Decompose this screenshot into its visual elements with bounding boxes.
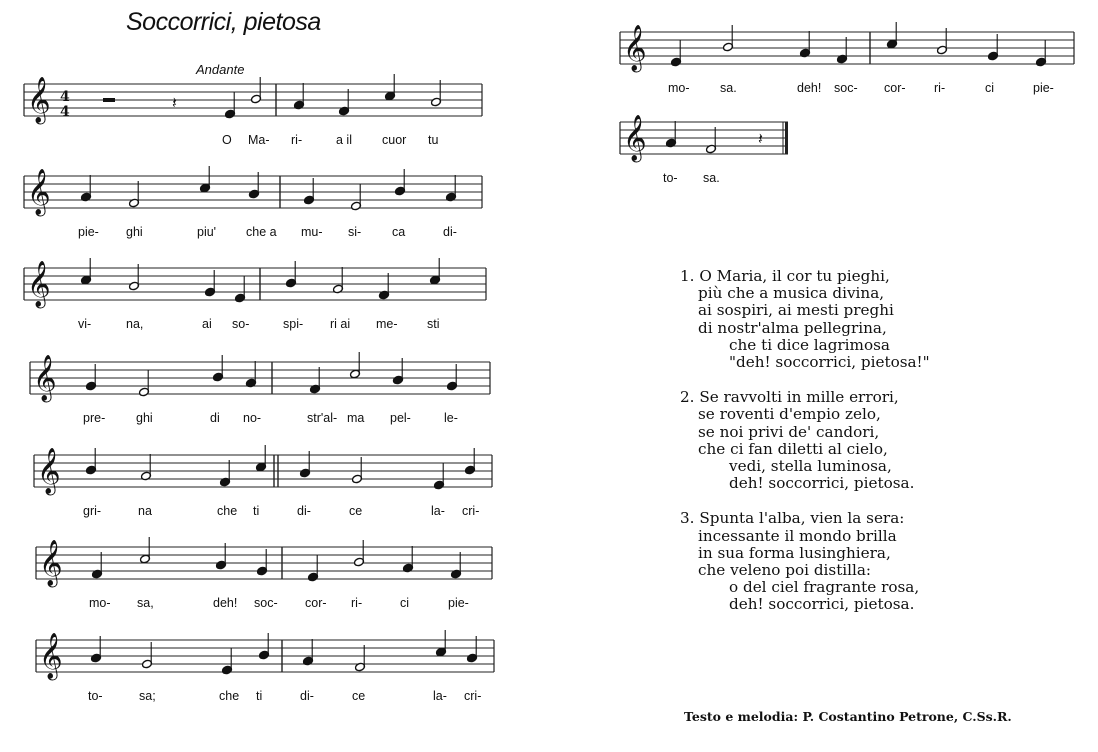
lyric-syllable: soc- xyxy=(254,596,278,610)
lyric-syllable: che a xyxy=(246,225,277,239)
lyric-syllable: pel- xyxy=(390,411,411,425)
lyric-syllable: me- xyxy=(376,317,398,331)
staff-system xyxy=(36,537,492,610)
lyric-syllable: che xyxy=(219,689,240,703)
lyric-syllable: ghi xyxy=(136,411,153,425)
lyric-syllable: cor- xyxy=(884,81,906,95)
treble-clef-icon: 𝄞 xyxy=(27,261,51,307)
treble-clef-icon: 𝄞 xyxy=(39,633,63,679)
treble-clef-icon: 𝄞 xyxy=(39,540,63,586)
lyric-syllable: ce xyxy=(349,504,363,518)
verse-line: che ci fan diletti al cielo, xyxy=(698,439,888,458)
lyric-syllable: pre- xyxy=(83,411,106,425)
stanza-number: 1. xyxy=(680,267,695,285)
staff-system xyxy=(24,74,482,147)
lyric-syllable: ti xyxy=(256,689,263,703)
lyric-syllable: Ma- xyxy=(248,133,270,147)
lyric-syllable: sa; xyxy=(139,689,156,703)
verse-line: deh! soccorrici, pietosa. xyxy=(729,595,915,614)
staff-system xyxy=(30,352,490,425)
lyric-syllable: le- xyxy=(444,411,458,425)
lyric-syllable: di- xyxy=(297,504,311,518)
treble-clef-icon: 𝄞 xyxy=(623,25,647,71)
treble-clef-icon: 𝄞 xyxy=(33,355,57,401)
lyric-syllable: la- xyxy=(433,689,447,703)
stanza-number: 2. xyxy=(680,388,695,407)
verse-line: più che a musica divina, xyxy=(698,284,885,303)
tempo-marking: Andante xyxy=(196,62,245,77)
treble-clef-icon: 𝄞 xyxy=(623,115,647,161)
stanza-3 xyxy=(680,510,930,613)
staff-system xyxy=(36,630,494,703)
quarter-rest-icon: 𝄽 xyxy=(172,93,177,112)
lyric-syllable: to- xyxy=(663,171,678,185)
lyric-syllable: spi- xyxy=(283,317,304,331)
verse-line: deh! soccorrici, pietosa. xyxy=(729,474,915,493)
verse-line: Spunta l'alba, vien la sera: xyxy=(699,509,905,528)
lyric-syllable: ri- xyxy=(351,596,363,610)
stanza-1 xyxy=(680,268,930,371)
lyric-syllable: ma xyxy=(347,411,365,425)
treble-clef-icon: 𝄞 xyxy=(37,448,61,494)
verse-line: incessante il mondo brilla xyxy=(698,526,897,545)
author-credit: Testo e melodia: P. Costantino Petrone, C.Ss.R. xyxy=(684,709,1012,724)
lyric-syllable: ci xyxy=(400,596,410,610)
verse-line: O Maria, il cor tu pieghi, xyxy=(699,267,890,285)
staff-system xyxy=(620,115,788,185)
lyric-syllable: di- xyxy=(443,225,457,239)
lyric-syllable: la- xyxy=(431,504,445,518)
lyric-syllable: to- xyxy=(88,689,103,703)
verse-line: vedi, stella luminosa, xyxy=(729,457,892,476)
verse-line: Se ravvolti in mille errori, xyxy=(699,388,899,407)
lyric-syllable: ri- xyxy=(291,133,303,147)
lyric-syllable: pie- xyxy=(1033,81,1054,95)
verse-line: "deh! soccorrici, pietosa!" xyxy=(729,353,930,372)
song-title: Soccorrici, pietosa xyxy=(126,8,321,36)
half-rest-icon xyxy=(103,98,115,102)
verse-line: di nostr'alma pellegrina, xyxy=(698,318,887,337)
verses-block xyxy=(680,268,930,632)
lyric-syllable: ghi xyxy=(126,225,143,239)
lyric-syllable: no- xyxy=(243,411,262,425)
lyric-syllable: mu- xyxy=(301,225,323,239)
lyric-syllable: cri- xyxy=(464,689,482,703)
time-signature: 4 xyxy=(60,89,70,105)
lyric-syllable: deh! xyxy=(213,596,238,610)
treble-clef-icon: 𝄞 xyxy=(27,169,51,215)
lyric-syllable: ca xyxy=(392,225,406,239)
time-signature: 4 xyxy=(60,104,70,120)
lyric-syllable: tu xyxy=(428,133,439,147)
lyric-syllable: piu' xyxy=(197,225,217,239)
verse-line: che veleno poi distilla: xyxy=(698,561,872,580)
lyric-syllable: sa. xyxy=(720,81,737,95)
lyric-syllable: str'al- xyxy=(307,411,338,425)
verse-line: ai sospiri, ai mesti preghi xyxy=(698,301,894,320)
lyric-syllable: ce xyxy=(352,689,366,703)
treble-clef-icon: 𝄞 xyxy=(27,77,51,123)
lyric-syllable: vi- xyxy=(78,317,92,331)
lyric-syllable: so- xyxy=(232,317,250,331)
lyric-syllable: ri- xyxy=(934,81,946,95)
lyric-syllable: a il xyxy=(336,133,352,147)
verse-line: che ti dice lagrimosa xyxy=(729,335,890,354)
staff-system xyxy=(34,445,492,518)
stanza-2 xyxy=(680,389,930,492)
staff-system xyxy=(24,166,482,239)
lyric-syllable: deh! xyxy=(797,81,822,95)
lyric-syllable: gri- xyxy=(83,504,102,518)
lyric-syllable: pie- xyxy=(78,225,99,239)
lyric-syllable: na xyxy=(138,504,152,518)
lyric-syllable: sa. xyxy=(703,171,720,185)
lyric-syllable: ri ai xyxy=(330,317,351,331)
verse-line: o del ciel fragrante rosa, xyxy=(729,578,920,597)
lyric-syllable: ti xyxy=(253,504,260,518)
lyric-syllable: na, xyxy=(126,317,144,331)
quarter-rest-icon: 𝄽 xyxy=(758,129,763,148)
lyric-syllable: cuor xyxy=(382,133,407,147)
lyric-syllable: ci xyxy=(985,81,995,95)
lyric-syllable: O xyxy=(222,133,232,147)
staff-system xyxy=(24,258,486,331)
lyric-syllable: pie- xyxy=(448,596,469,610)
lyric-syllable: cri- xyxy=(462,504,480,518)
lyric-syllable: si- xyxy=(348,225,362,239)
lyric-syllable: sa, xyxy=(137,596,154,610)
verse-line: in sua forma lusinghiera, xyxy=(698,543,891,562)
lyric-syllable: sti xyxy=(427,317,440,331)
lyric-syllable: che xyxy=(217,504,238,518)
lyric-syllable: mo- xyxy=(89,596,111,610)
lyric-syllable: di xyxy=(210,411,220,425)
lyric-syllable: cor- xyxy=(305,596,327,610)
lyric-syllable: di- xyxy=(300,689,314,703)
lyric-syllable: mo- xyxy=(668,81,690,95)
verse-line: se noi privi de' candori, xyxy=(698,422,880,441)
lyric-syllable: soc- xyxy=(834,81,858,95)
verse-line: se roventi d'empio zelo, xyxy=(698,405,881,424)
lyric-syllable: ai xyxy=(202,317,212,331)
staff-system xyxy=(620,22,1074,95)
stanza-number: 3. xyxy=(680,509,695,528)
